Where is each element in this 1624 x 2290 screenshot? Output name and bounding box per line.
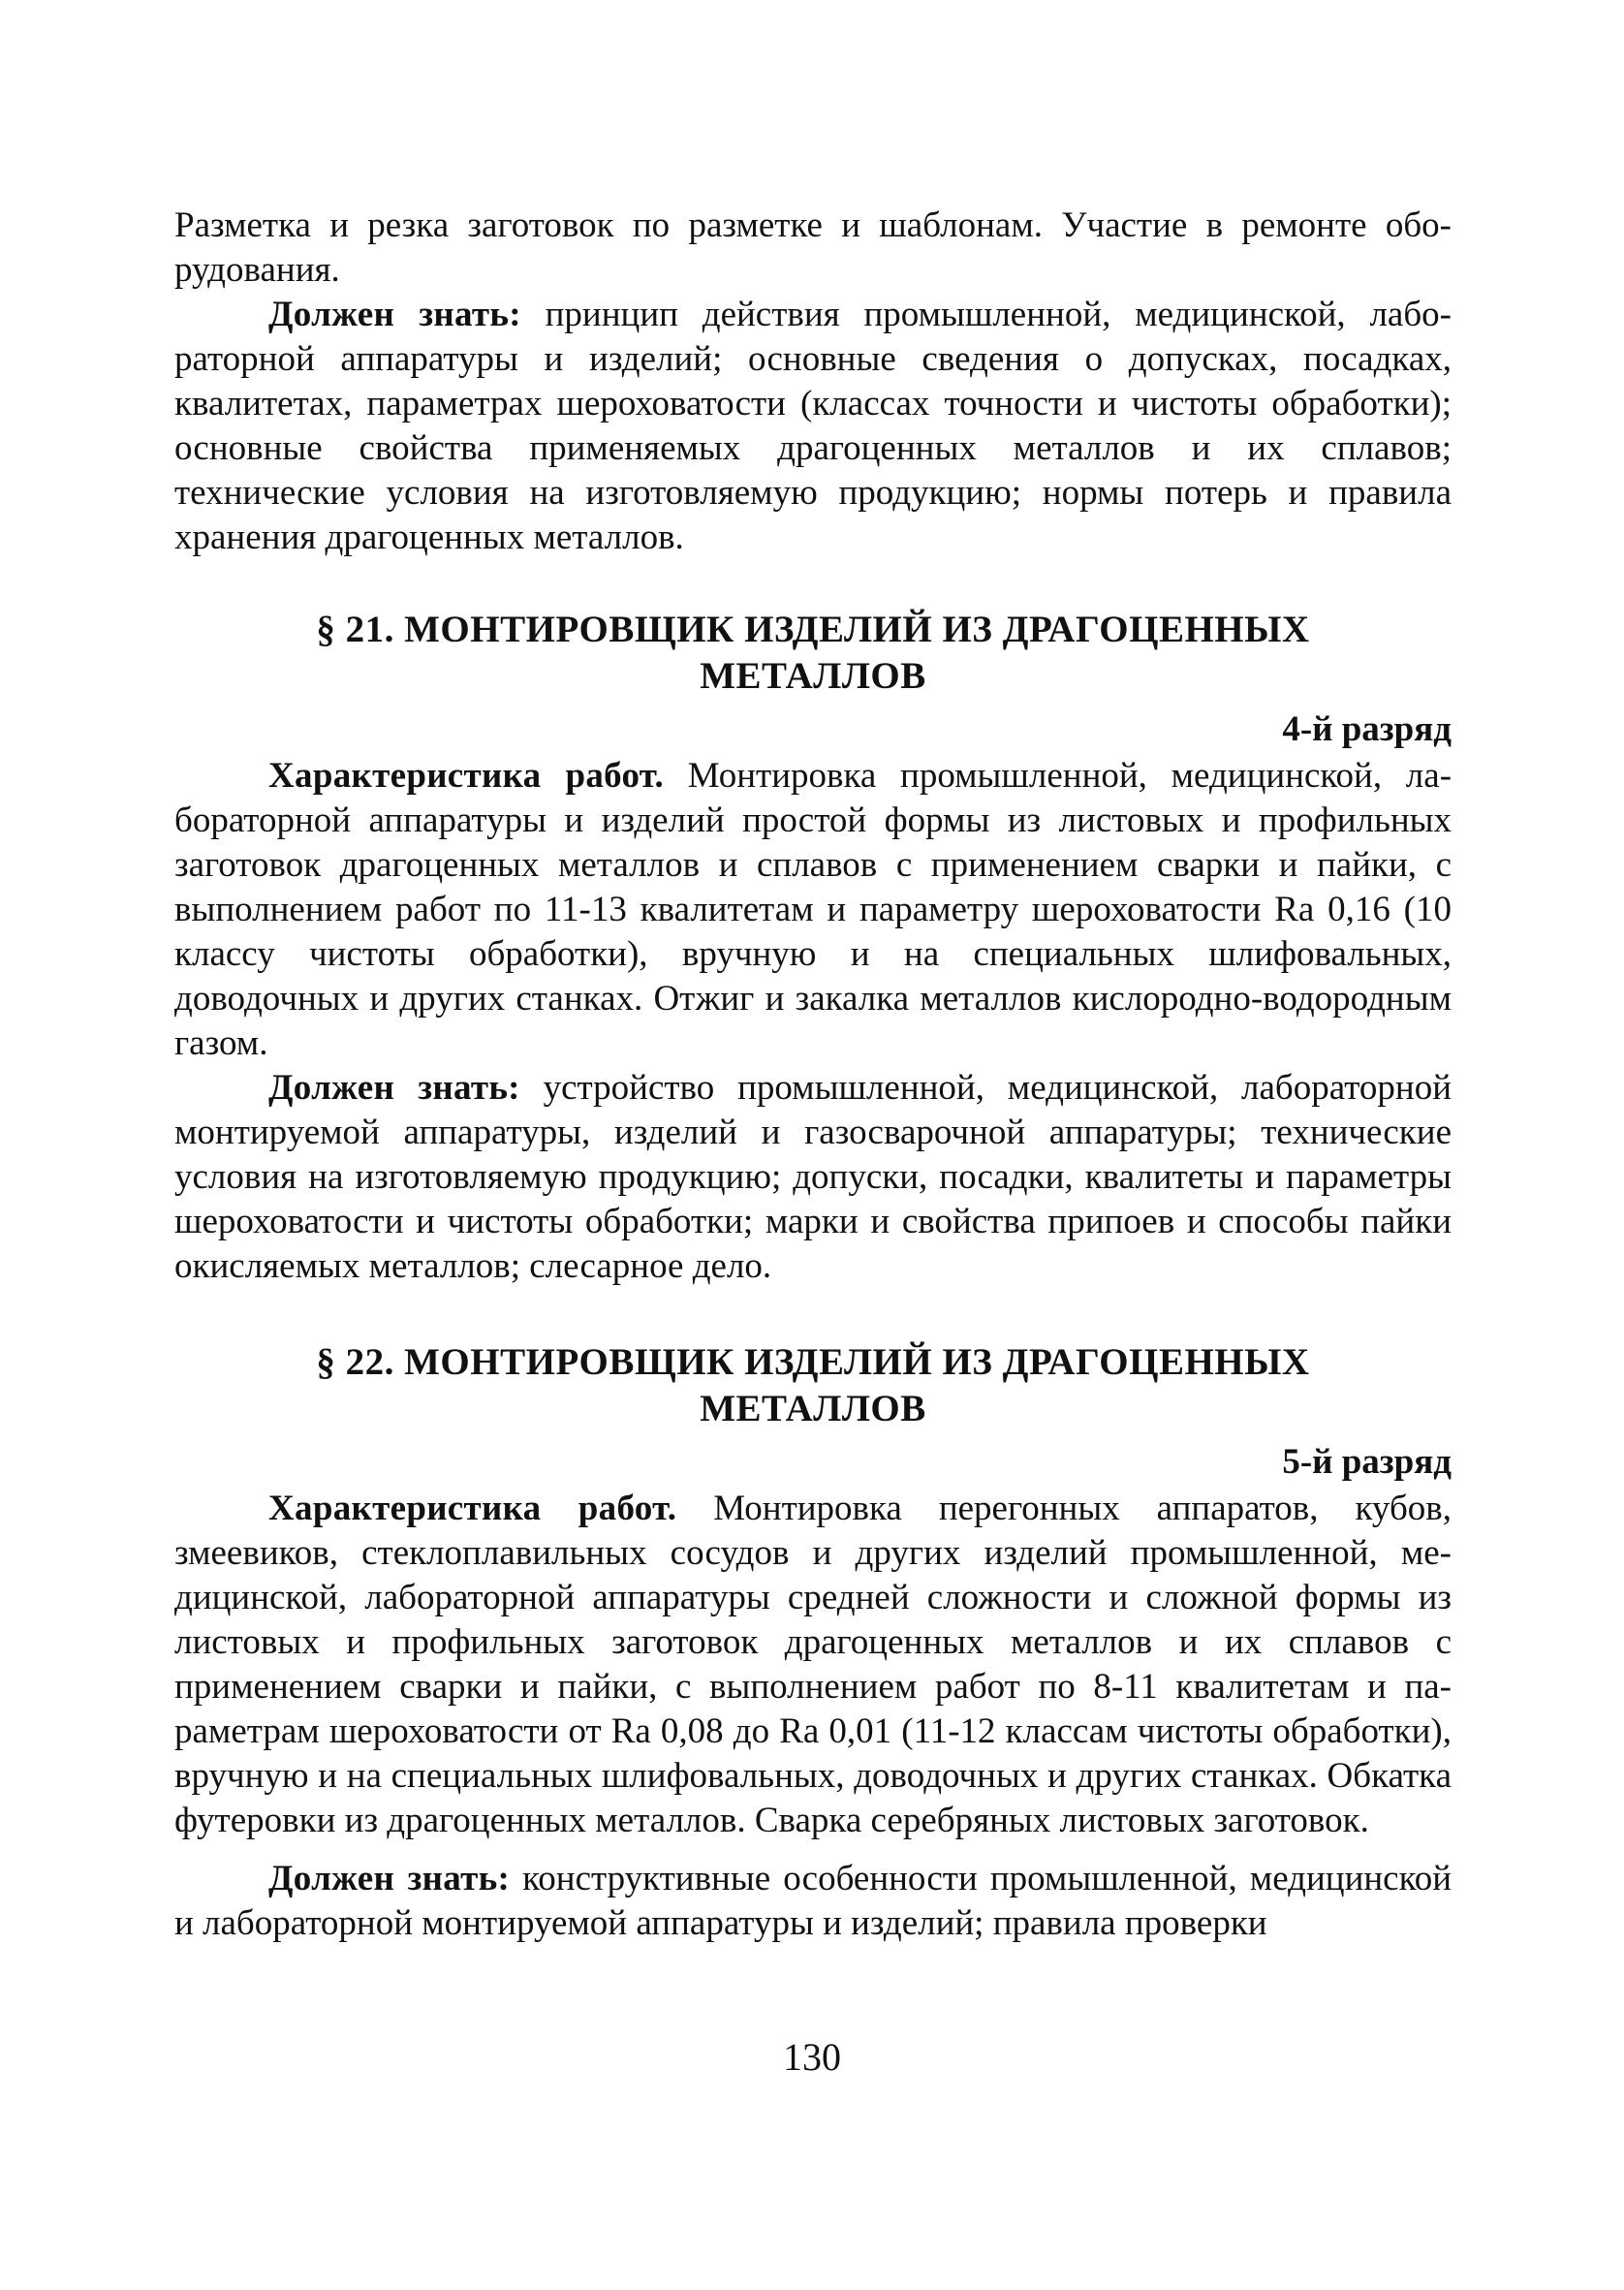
document-page — [174, 204, 1452, 1946]
intro-knowledge-paragraph — [174, 293, 1452, 560]
work-label: Характеристика работ. — [268, 1489, 677, 1528]
section-22-knowledge-paragraph — [174, 1857, 1452, 1946]
section-21-grade: 4-й разряд — [1282, 709, 1452, 749]
knowledge-text: принцип действия промышленной, медицинской, лабораторной аппаратуры и изделий; основные сведения о допусках, посадках, квалитетах, параметрах шероховатости (классах точности и чистоты обработки); основные свойства применяемых драгоценных металлов и их сплавов; технические условия на изготовляемую продукцию; нормы потерь и правила хранения драгоценных металлов. — [174, 295, 1452, 557]
section-21-title — [174, 607, 1452, 700]
knowledge-label: Должен знать: — [268, 295, 521, 334]
work-text: Монтировка промышленной, медицинской, лабораторной аппаратуры и изделий простой формы из листовых и профильных заготовок драгоценных металлов и сплавов с применением сварки и пайки, с выполнением работ по 11-13 квалитетам и параметру шероховатости Ra 0,16 (10 классу чистоты обработки), вручную и на специальных шлифовальных, доводочных и других станках. Отжиг и закалка металлов кислородно-водородным газом. — [174, 756, 1452, 1063]
knowledge-label: Должен знать: — [268, 1859, 511, 1898]
knowledge-text: устройство промышленной, медицинской, лабораторной монтируемой аппаратуры, изделий и газосварочной аппаратуры; технические условия на изготовляемую продукцию; допуски, посадки, квалитеты и параметры шероховатости и чистоты обработки; марки и свойства припоев и способы пайки окисляемых металлов; слесарное дело. — [174, 1068, 1452, 1286]
section-title-line: МЕТАЛЛОВ — [700, 655, 926, 697]
section-title-line: § 21. МОНТИРОВЩИК ИЗДЕЛИЙ ИЗ ДРАГОЦЕННЫХ — [316, 609, 1310, 650]
knowledge-label: Должен знать: — [268, 1068, 520, 1108]
section-22-work-paragraph — [174, 1487, 1452, 1843]
section-title-line: МЕТАЛЛОВ — [700, 1388, 926, 1429]
intro-paragraph: Разметка и резка заготовок по разметке и шаблонам. Участие в ремонте оборудования. — [174, 205, 1452, 290]
section-21-work-paragraph — [174, 754, 1452, 1066]
section-21-knowledge-paragraph — [174, 1066, 1452, 1289]
section-22-title — [174, 1339, 1452, 1432]
knowledge-text: конструктивные особенности промышленной, медицинской и лабораторной монтируемой аппаратуры и изделий; правила проверки — [174, 1859, 1452, 1943]
section-22-grade: 5-й разряд — [1282, 1442, 1452, 1482]
page-number: 130 — [783, 2035, 841, 2079]
work-label: Характеристика работ. — [268, 756, 665, 796]
section-title-line: § 22. МОНТИРОВЩИК ИЗДЕЛИЙ ИЗ ДРАГОЦЕННЫХ — [316, 1341, 1310, 1383]
work-text: Монтировка перегонных аппаратов, кубов, змеевиков, стеклоплавильных сосудов и других изделий промышленной, медицинской, лабораторной аппаратуры средней сложности и сложной формы из листовых и профильных заготовок драгоценных металлов и их сплавов с применением сварки и пайки, с выполнением работ по 8-11 квалитетам и параметрам шероховатости от Ra 0,08 до Ra 0,01 (11-12 классам чистоты обработки), вручную и на специальных шлифовальных, доводочных и других станках. Обкатка футеровки из драгоценных металлов. Сварка серебряных листовых заготовок. — [174, 1489, 1452, 1840]
